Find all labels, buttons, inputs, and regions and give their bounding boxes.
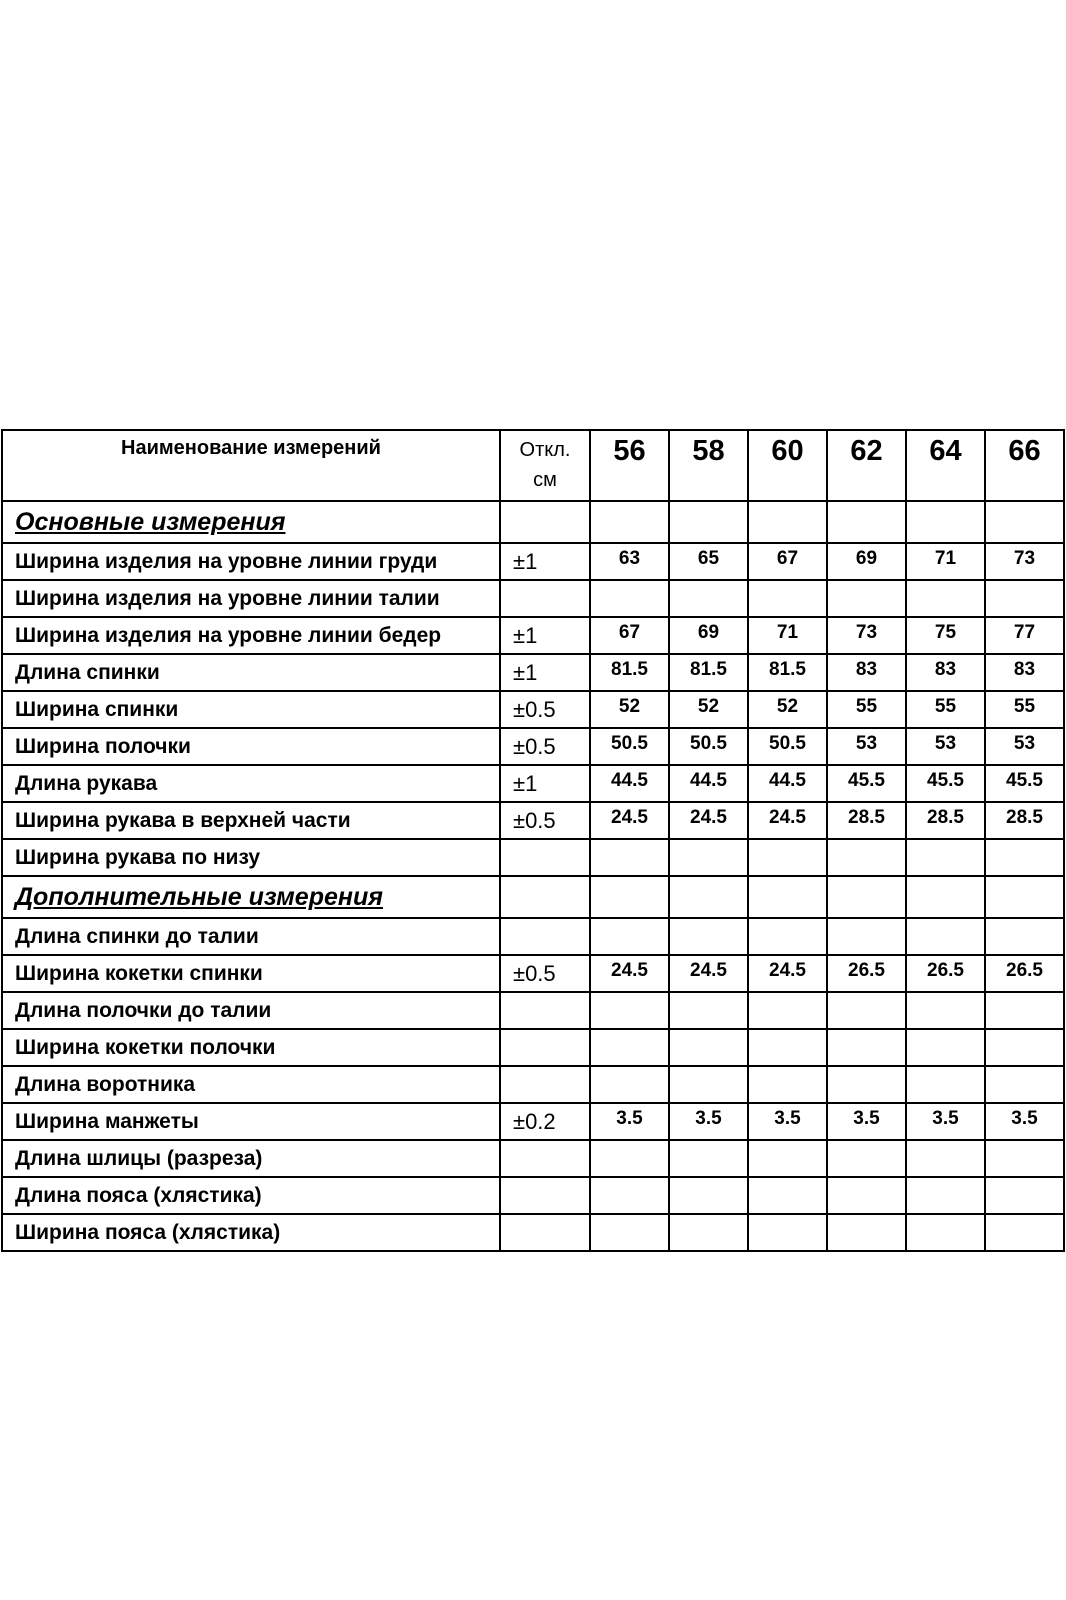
- size-value-66: 28.5: [985, 802, 1064, 839]
- table-row: [2, 728, 1064, 765]
- empty-cell: [827, 501, 906, 543]
- measurement-name: Ширина рукава по низу: [2, 839, 500, 876]
- table-row: [2, 543, 1064, 580]
- table-row: [2, 1177, 1064, 1214]
- size-value-62: [827, 1214, 906, 1251]
- table-row: [2, 617, 1064, 654]
- tolerance-cell: ±1: [500, 617, 590, 654]
- size-value-56: [590, 580, 669, 617]
- size-value-66: [985, 580, 1064, 617]
- size-value-66: [985, 918, 1064, 955]
- size-value-62: 26.5: [827, 955, 906, 992]
- size-value-66: 55: [985, 691, 1064, 728]
- table-row: [2, 654, 1064, 691]
- table-row: [2, 1029, 1064, 1066]
- size-value-60: 67: [748, 543, 827, 580]
- size-value-62: [827, 992, 906, 1029]
- empty-cell: [748, 876, 827, 918]
- table-row: [2, 1214, 1064, 1251]
- table-row: [2, 580, 1064, 617]
- size-value-58: [669, 1029, 748, 1066]
- size-value-64: [906, 839, 985, 876]
- table-row: [2, 1103, 1064, 1140]
- size-header-66: 66: [985, 430, 1064, 501]
- size-value-56: [590, 1066, 669, 1103]
- measurement-name: Ширина кокетки спинки: [2, 955, 500, 992]
- size-value-58: [669, 1177, 748, 1214]
- measurement-name: Ширина рукава в верхней части: [2, 802, 500, 839]
- size-value-60: 24.5: [748, 802, 827, 839]
- size-value-64: 26.5: [906, 955, 985, 992]
- size-value-60: [748, 918, 827, 955]
- size-value-66: [985, 1177, 1064, 1214]
- size-value-64: 55: [906, 691, 985, 728]
- size-value-56: 3.5: [590, 1103, 669, 1140]
- size-value-64: 75: [906, 617, 985, 654]
- measurement-name: Ширина спинки: [2, 691, 500, 728]
- size-value-60: [748, 1029, 827, 1066]
- size-value-56: [590, 839, 669, 876]
- size-value-64: 28.5: [906, 802, 985, 839]
- measurement-name: Длина полочки до талии: [2, 992, 500, 1029]
- size-value-56: 24.5: [590, 802, 669, 839]
- measurement-name: Ширина манжеты: [2, 1103, 500, 1140]
- size-value-66: [985, 1140, 1064, 1177]
- tolerance-cell: ±0.5: [500, 955, 590, 992]
- size-value-56: [590, 1140, 669, 1177]
- measurement-name: Ширина кокетки полочки: [2, 1029, 500, 1066]
- size-value-66: 77: [985, 617, 1064, 654]
- size-value-62: 53: [827, 728, 906, 765]
- empty-cell: [500, 876, 590, 918]
- size-value-62: [827, 918, 906, 955]
- size-value-56: 67: [590, 617, 669, 654]
- size-value-58: 24.5: [669, 802, 748, 839]
- size-value-64: [906, 918, 985, 955]
- size-value-56: 44.5: [590, 765, 669, 802]
- measurement-name: Длина шлицы (разреза): [2, 1140, 500, 1177]
- size-value-62: 69: [827, 543, 906, 580]
- measurement-name-header: Наименование измерений: [2, 430, 500, 501]
- size-header-56: 56: [590, 430, 669, 501]
- measurement-name: Длина воротника: [2, 1066, 500, 1103]
- table-row: [2, 691, 1064, 728]
- empty-cell: [748, 501, 827, 543]
- size-value-56: 81.5: [590, 654, 669, 691]
- size-value-56: 63: [590, 543, 669, 580]
- measurement-name: Ширина изделия на уровне линии талии: [2, 580, 500, 617]
- size-value-66: 83: [985, 654, 1064, 691]
- measurement-name: Длина пояса (хлястика): [2, 1177, 500, 1214]
- table-row: [2, 1140, 1064, 1177]
- tolerance-cell: [500, 1029, 590, 1066]
- section-title: Основные измерения: [2, 501, 500, 543]
- table-row: [2, 839, 1064, 876]
- size-value-58: [669, 580, 748, 617]
- section-row: [2, 876, 1064, 918]
- size-value-64: [906, 1177, 985, 1214]
- size-value-58: 44.5: [669, 765, 748, 802]
- size-value-64: [906, 1066, 985, 1103]
- measurement-name: Ширина изделия на уровне линии бедер: [2, 617, 500, 654]
- empty-cell: [906, 876, 985, 918]
- measurement-name: Ширина полочки: [2, 728, 500, 765]
- size-value-62: 45.5: [827, 765, 906, 802]
- table-row: [2, 765, 1064, 802]
- size-value-66: 45.5: [985, 765, 1064, 802]
- size-value-56: [590, 992, 669, 1029]
- table-row: [2, 992, 1064, 1029]
- size-value-66: [985, 1029, 1064, 1066]
- tolerance-header: [500, 430, 590, 501]
- size-value-64: [906, 1140, 985, 1177]
- size-value-62: [827, 1140, 906, 1177]
- tolerance-cell: ±1: [500, 543, 590, 580]
- size-value-60: 81.5: [748, 654, 827, 691]
- size-value-58: 81.5: [669, 654, 748, 691]
- size-value-58: 24.5: [669, 955, 748, 992]
- size-value-60: 52: [748, 691, 827, 728]
- size-value-66: [985, 1066, 1064, 1103]
- size-value-58: [669, 918, 748, 955]
- measurement-name: Длина спинки: [2, 654, 500, 691]
- empty-cell: [827, 876, 906, 918]
- size-value-56: [590, 1177, 669, 1214]
- tolerance-cell: [500, 1140, 590, 1177]
- tolerance-cell: [500, 1214, 590, 1251]
- size-value-62: [827, 1066, 906, 1103]
- tolerance-cell: [500, 580, 590, 617]
- empty-cell: [906, 501, 985, 543]
- size-value-64: [906, 992, 985, 1029]
- size-value-58: [669, 1214, 748, 1251]
- size-value-58: [669, 992, 748, 1029]
- measurement-name: Ширина пояса (хлястика): [2, 1214, 500, 1251]
- size-value-60: 50.5: [748, 728, 827, 765]
- size-value-62: [827, 1177, 906, 1214]
- size-value-66: 3.5: [985, 1103, 1064, 1140]
- size-value-62: 83: [827, 654, 906, 691]
- size-value-60: [748, 1177, 827, 1214]
- size-value-60: [748, 1214, 827, 1251]
- size-header-58: 58: [669, 430, 748, 501]
- measurement-name: Длина рукава: [2, 765, 500, 802]
- tolerance-cell: ±0.5: [500, 691, 590, 728]
- size-value-62: [827, 580, 906, 617]
- table-row: [2, 1066, 1064, 1103]
- size-value-58: [669, 839, 748, 876]
- size-value-62: 3.5: [827, 1103, 906, 1140]
- size-value-66: 53: [985, 728, 1064, 765]
- size-value-56: [590, 1029, 669, 1066]
- size-value-64: 45.5: [906, 765, 985, 802]
- size-value-56: [590, 1214, 669, 1251]
- table-row: [2, 802, 1064, 839]
- size-value-64: [906, 1214, 985, 1251]
- empty-cell: [985, 876, 1064, 918]
- tolerance-cell: [500, 918, 590, 955]
- size-value-66: [985, 839, 1064, 876]
- size-header-62: 62: [827, 430, 906, 501]
- size-value-60: 3.5: [748, 1103, 827, 1140]
- tolerance-cell: [500, 992, 590, 1029]
- size-value-58: [669, 1066, 748, 1103]
- size-value-60: 71: [748, 617, 827, 654]
- tolerance-cell: ±0.5: [500, 802, 590, 839]
- size-header-60: 60: [748, 430, 827, 501]
- size-value-56: 52: [590, 691, 669, 728]
- size-value-60: 44.5: [748, 765, 827, 802]
- empty-cell: [590, 876, 669, 918]
- tolerance-cell: ±0.5: [500, 728, 590, 765]
- tolerance-cell: ±1: [500, 654, 590, 691]
- size-value-62: [827, 1029, 906, 1066]
- tolerance-cell: ±0.2: [500, 1103, 590, 1140]
- size-value-56: 50.5: [590, 728, 669, 765]
- size-value-58: 52: [669, 691, 748, 728]
- size-value-60: [748, 1140, 827, 1177]
- size-value-60: [748, 1066, 827, 1103]
- size-value-64: 83: [906, 654, 985, 691]
- measurement-name: Ширина изделия на уровне линии груди: [2, 543, 500, 580]
- size-value-58: 69: [669, 617, 748, 654]
- size-value-66: [985, 1214, 1064, 1251]
- size-value-62: 28.5: [827, 802, 906, 839]
- tolerance-cell: [500, 839, 590, 876]
- size-value-60: 24.5: [748, 955, 827, 992]
- tolerance-header-line1: Откл.: [519, 439, 571, 461]
- size-header-64: 64: [906, 430, 985, 501]
- size-value-64: [906, 580, 985, 617]
- table-row: [2, 955, 1064, 992]
- measurement-name: Длина спинки до талии: [2, 918, 500, 955]
- size-value-64: [906, 1029, 985, 1066]
- size-value-58: 65: [669, 543, 748, 580]
- size-value-58: 50.5: [669, 728, 748, 765]
- section-row: [2, 501, 1064, 543]
- size-value-62: 73: [827, 617, 906, 654]
- empty-cell: [669, 501, 748, 543]
- empty-cell: [985, 501, 1064, 543]
- size-value-58: 3.5: [669, 1103, 748, 1140]
- tolerance-header-line2: см: [533, 469, 557, 491]
- size-value-56: [590, 918, 669, 955]
- section-title: Дополнительные измерения: [2, 876, 500, 918]
- size-value-58: [669, 1140, 748, 1177]
- size-value-62: [827, 839, 906, 876]
- size-value-60: [748, 839, 827, 876]
- tolerance-cell: [500, 1177, 590, 1214]
- size-value-64: 3.5: [906, 1103, 985, 1140]
- empty-cell: [669, 876, 748, 918]
- size-value-66: 73: [985, 543, 1064, 580]
- tolerance-cell: ±1: [500, 765, 590, 802]
- size-value-64: 53: [906, 728, 985, 765]
- size-value-56: 24.5: [590, 955, 669, 992]
- size-value-66: 26.5: [985, 955, 1064, 992]
- table-row: [2, 918, 1064, 955]
- size-value-60: [748, 580, 827, 617]
- tolerance-cell: [500, 1066, 590, 1103]
- size-value-62: 55: [827, 691, 906, 728]
- header-row: [2, 430, 1064, 501]
- size-value-60: [748, 992, 827, 1029]
- empty-cell: [590, 501, 669, 543]
- empty-cell: [500, 501, 590, 543]
- size-chart-table: [1, 429, 1065, 1252]
- size-value-66: [985, 992, 1064, 1029]
- size-value-64: 71: [906, 543, 985, 580]
